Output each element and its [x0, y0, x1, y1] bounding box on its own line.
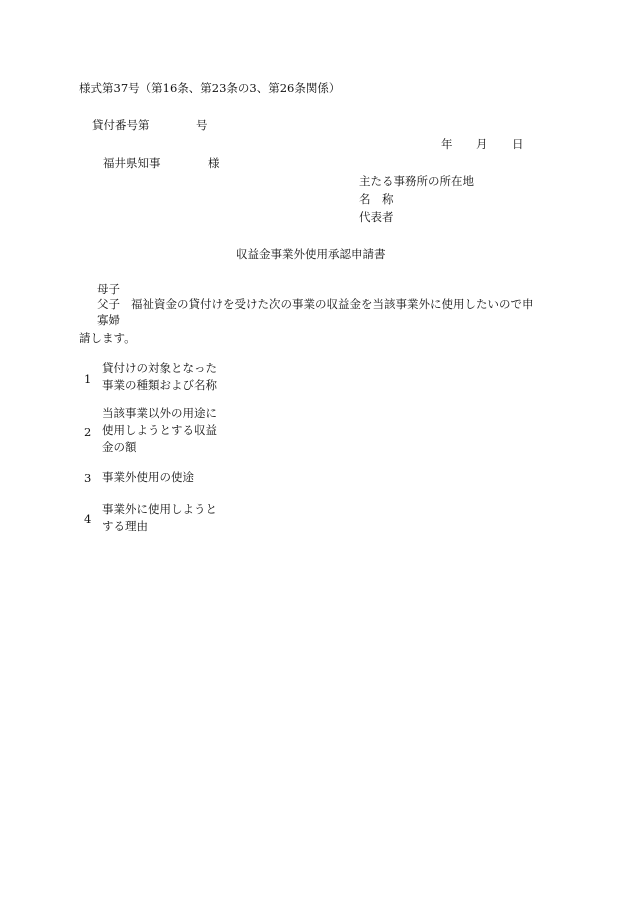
- loan-number-suffix: 号: [196, 118, 208, 132]
- item-label-line: 事業外に使用しようと: [102, 502, 217, 516]
- item-label-line: する理由: [102, 519, 148, 533]
- item-label-line: 金の額: [102, 440, 137, 454]
- body-text-line-1: 福祉資金の貸付けを受けた次の事業の収益金を当該事業外に使用したいので申: [131, 297, 534, 311]
- item-number: 2: [84, 425, 92, 439]
- item-label-line: 使用しようとする収益: [102, 423, 217, 437]
- item-label-line: 当該事業以外の用途に: [102, 406, 217, 420]
- item-label: [102, 469, 194, 486]
- loan-number-prefix: 貸付番号第: [92, 118, 150, 132]
- fund-type-option-father-child: 父子: [97, 297, 120, 311]
- item-label-line: 事業外使用の使途: [102, 470, 194, 484]
- form-number-header: 様式第37号（第16条、第23条の3、第26条関係）: [79, 81, 341, 95]
- applicant-representative-label: 代表者: [359, 210, 394, 224]
- item-label: [102, 405, 217, 456]
- fund-type-option-mother-child: 母子: [97, 282, 120, 296]
- item-number: 3: [84, 471, 92, 485]
- addressee-honorific: 様: [208, 156, 220, 170]
- item-label-line: 事業の種類および名称: [102, 378, 217, 392]
- item-number: 1: [84, 372, 92, 386]
- fund-type-option-widow: 寡婦: [97, 313, 120, 327]
- item-label-line: 貸付けの対象となった: [102, 361, 217, 375]
- addressee-name: 福井県知事: [103, 156, 161, 170]
- applicant-address-label: 主たる事務所の所在地: [359, 174, 474, 188]
- date-month: 月: [476, 137, 488, 151]
- date-year: 年: [441, 137, 453, 151]
- document-title: 収益金事業外使用承認申請書: [236, 247, 386, 261]
- body-text-line-2: 請します。: [79, 331, 136, 345]
- item-label: [102, 360, 217, 394]
- item-label: [102, 501, 217, 535]
- item-number: 4: [84, 512, 92, 526]
- applicant-name-label: 名 称: [359, 192, 394, 206]
- date-day: 日: [512, 137, 524, 151]
